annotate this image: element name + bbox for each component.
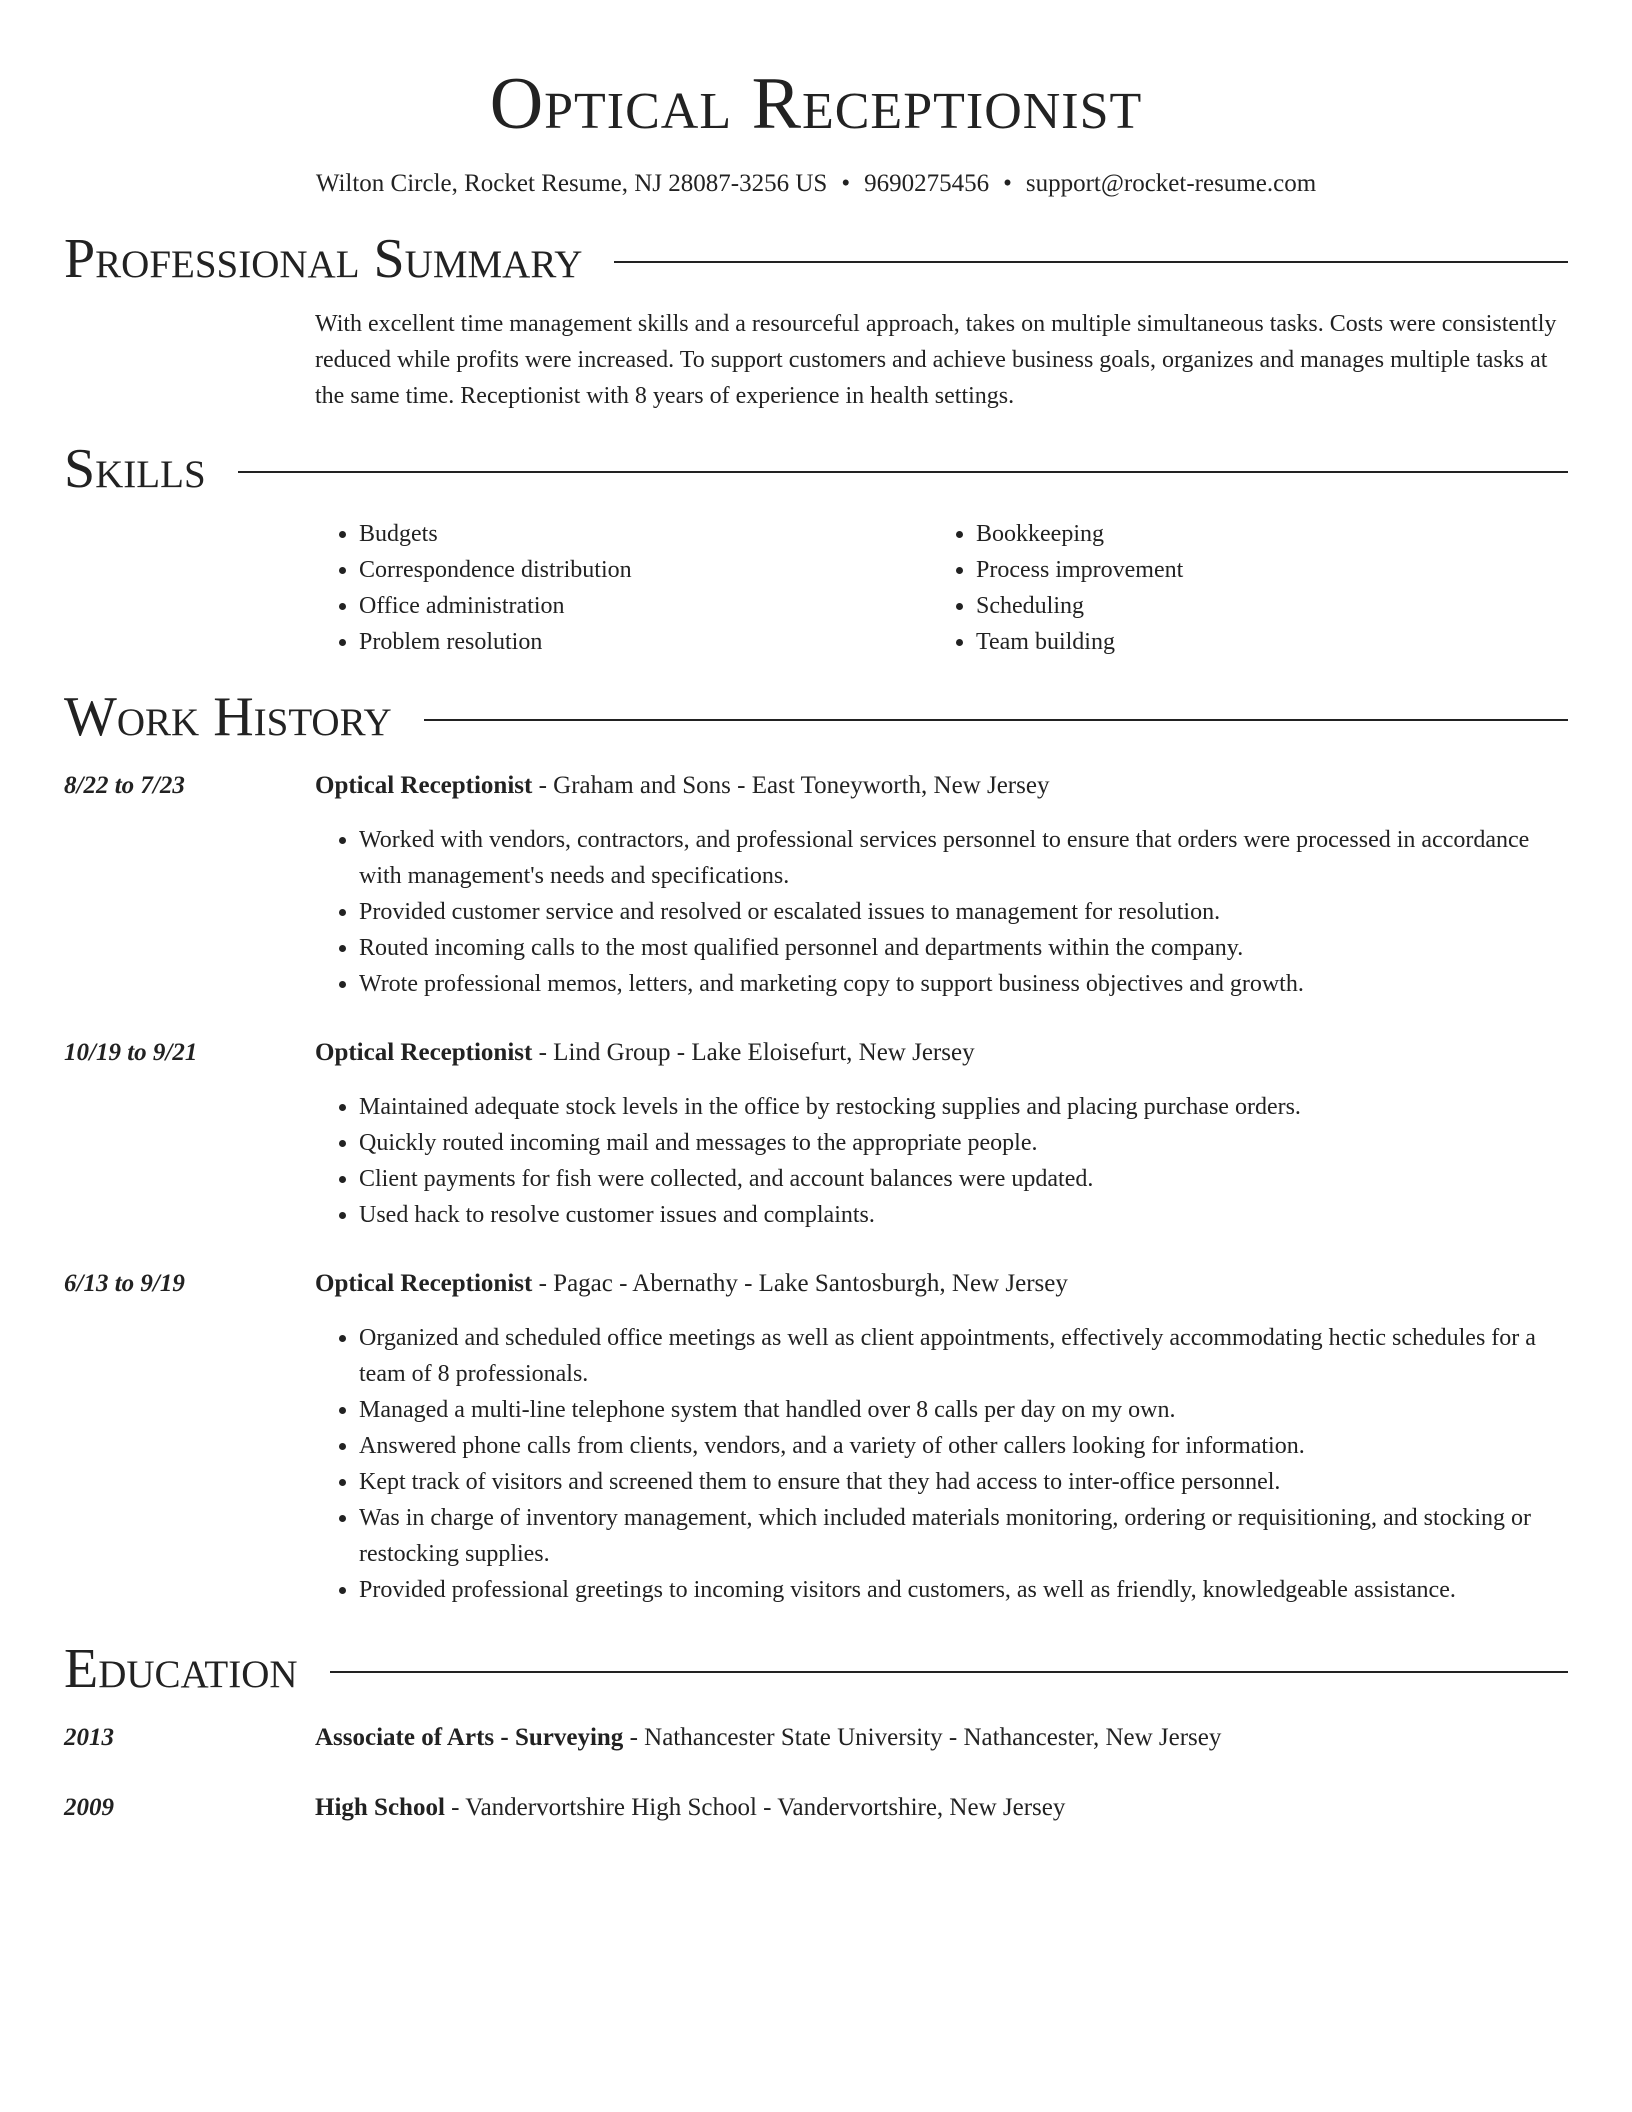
- job-entry: [64, 768, 1568, 1002]
- contact-phone: 9690275456: [864, 170, 990, 197]
- skill-item: • Bookkeeping: [976, 516, 1549, 552]
- section-divider: [424, 719, 1568, 721]
- skills-list-left: [315, 516, 932, 660]
- job-title: Optical Receptionist: [315, 772, 533, 799]
- section-divider: [330, 1671, 1568, 1673]
- job-bullet: • Used hack to resolve customer issues and complaints.: [359, 1197, 1568, 1233]
- work-section-header: [64, 684, 1568, 750]
- job-details: - Graham and Sons - East Toneyworth, New Jersey: [532, 772, 1050, 799]
- job-bullet: • Organized and scheduled office meetings as well as client appointments, effectively accommodating hectic schedules for a team of 8 professionals.: [359, 1320, 1568, 1392]
- summary-heading: Professional Summary: [64, 228, 583, 290]
- job-bullets: [315, 822, 1568, 1002]
- education-entry: [64, 1790, 1568, 1826]
- skill-item: • Scheduling: [976, 588, 1549, 624]
- job-bullet: • Maintained adequate stock levels in the office by restocking supplies and placing purchase orders.: [359, 1089, 1568, 1125]
- skills-grid: [315, 516, 1568, 660]
- summary-text: With excellent time management skills and a resourceful approach, takes on multiple simultaneous tasks. Costs were consistently reduced while profits were increased. To support customers and achieve business goals, organizes and manages multiple tasks at the same time. Receptionist with 8 years of experience in health settings.: [315, 311, 1557, 409]
- skill-item: • Budgets: [359, 516, 932, 552]
- job-bullet: • Managed a multi-line telephone system that handled over 8 calls per day on my own.: [359, 1392, 1568, 1428]
- job-dates: 10/19 to 9/21: [64, 1039, 198, 1066]
- skill-item: • Team building: [976, 624, 1549, 660]
- job-bullets: [315, 1089, 1568, 1233]
- education-line: [315, 1720, 1568, 1756]
- contact-email: support@rocket-resume.com: [1025, 170, 1317, 197]
- job-title: Optical Receptionist: [315, 1039, 533, 1066]
- education-section-header: [64, 1636, 1568, 1702]
- job-bullet: • Worked with vendors, contractors, and professional services personnel to ensure that orders were processed in accordance with management's needs and specifications.: [359, 822, 1568, 894]
- skill-item: • Office administration: [359, 588, 932, 624]
- job-details: - Pagac - Abernathy - Lake Santosburgh, New Jersey: [532, 1270, 1068, 1297]
- job-bullet: • Answered phone calls from clients, vendors, and a variety of other callers looking for information.: [359, 1428, 1568, 1464]
- education-details: - Vandervortshire High School - Vandervortshire, New Jersey: [444, 1794, 1066, 1821]
- skills-list-right: [932, 516, 1549, 660]
- contact-line: [64, 168, 1568, 200]
- section-divider: [238, 471, 1568, 473]
- education-entry: [64, 1720, 1568, 1756]
- job-entry: [64, 1266, 1568, 1608]
- summary-section-header: [64, 226, 1568, 292]
- resume-page: [64, 0, 1568, 1826]
- job-bullet: • Wrote professional memos, letters, and marketing copy to support business objectives and growth.: [359, 966, 1568, 1002]
- skills-row: [64, 516, 1568, 660]
- skill-item: • Problem resolution: [359, 624, 932, 660]
- job-bullet: • Routed incoming calls to the most qualified personnel and departments within the company.: [359, 930, 1568, 966]
- job-bullets: [315, 1320, 1568, 1608]
- job-dates: 6/13 to 9/19: [64, 1270, 185, 1297]
- job-details: - Lind Group - Lake Eloisefurt, New Jersey: [532, 1039, 975, 1066]
- education-heading: Education: [64, 1638, 298, 1700]
- contact-address: Wilton Circle, Rocket Resume, NJ 28087-3256 US: [315, 170, 828, 197]
- job-bullet: • Provided professional greetings to incoming visitors and customers, as well as friendly, knowledgeable assistance.: [359, 1572, 1568, 1608]
- education-year: 2013: [64, 1724, 114, 1751]
- job-title-line: [315, 768, 1568, 804]
- job-title-line: [315, 1035, 1568, 1071]
- education-details: - Nathancester State University - Nathancester, New Jersey: [623, 1724, 1222, 1751]
- job-dates: 8/22 to 7/23: [64, 772, 185, 799]
- job-bullet: • Was in charge of inventory management, which included materials monitoring, ordering or requisitioning, and stocking or restocking supplies.: [359, 1500, 1568, 1572]
- job-bullet: • Client payments for fish were collected, and account balances were updated.: [359, 1161, 1568, 1197]
- job-bullet: • Kept track of visitors and screened them to ensure that they had access to inter-office personnel.: [359, 1464, 1568, 1500]
- education-degree: High School: [315, 1794, 445, 1821]
- summary-row: [64, 306, 1568, 414]
- job-entry: [64, 1035, 1568, 1233]
- job-bullet: • Quickly routed incoming mail and messages to the appropriate people.: [359, 1125, 1568, 1161]
- section-divider: [614, 261, 1568, 263]
- job-bullet: • Provided customer service and resolved or escalated issues to management for resolution.: [359, 894, 1568, 930]
- education-degree: Associate of Arts - Surveying: [315, 1724, 624, 1751]
- skill-item: • Process improvement: [976, 552, 1549, 588]
- skill-item: • Correspondence distribution: [359, 552, 932, 588]
- work-heading: Work History: [64, 686, 392, 748]
- education-year: 2009: [64, 1794, 114, 1821]
- job-title: Optical Receptionist: [315, 1270, 533, 1297]
- job-title-line: [315, 1266, 1568, 1302]
- education-line: [315, 1790, 1568, 1826]
- candidate-name: Optical Receptionist: [489, 63, 1143, 145]
- contact-separator: •: [841, 170, 851, 197]
- contact-separator: •: [1003, 170, 1012, 197]
- skills-heading: Skills: [64, 438, 206, 500]
- skills-section-header: [64, 436, 1568, 502]
